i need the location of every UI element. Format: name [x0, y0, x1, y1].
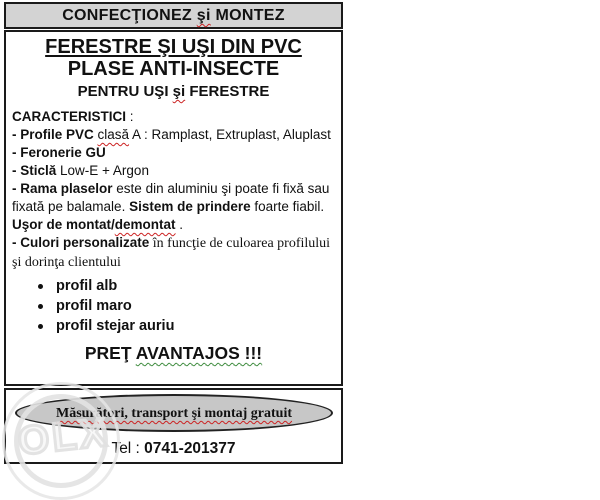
header-banner [4, 2, 343, 29]
header-text-post: MONTEZ [210, 7, 285, 24]
feature-rama-label: - Rama plaselor [12, 181, 113, 196]
feature-rama [12, 180, 335, 234]
profile-color-list [12, 276, 335, 336]
phone-label: Tel : [111, 440, 145, 457]
olx-watermark-logo-icon: OLX [15, 410, 112, 464]
phone-number: 0741-201377 [144, 440, 236, 457]
header-text-pre: CONFECŢIONEZ [62, 7, 197, 24]
ad-body [4, 30, 343, 386]
list-item-label: profil alb [56, 278, 118, 294]
feature-culori-text: în funcţie de culoarea profilului şi dorinţa clientului [12, 236, 331, 270]
features-heading-colon: : [126, 109, 134, 124]
feature-culori-label: - Culori personalizate [12, 235, 150, 250]
list-item [12, 296, 335, 316]
list-item-label: profil stejar auriu [56, 318, 175, 334]
title-subtitle [12, 83, 335, 100]
free-services-ellipse [15, 394, 333, 432]
feature-rama-text3: . [175, 217, 184, 232]
feature-sticla [12, 162, 335, 180]
price-slogan [12, 342, 335, 364]
ad-footer [4, 388, 343, 464]
features-heading [12, 108, 335, 126]
features-section [12, 108, 335, 272]
subtitle-post: FERESTRE [185, 83, 270, 100]
feature-sticla-label: - Sticlă [12, 163, 57, 178]
feature-profile [12, 126, 335, 144]
subtitle-misspelled: şi [172, 83, 186, 100]
header-text-misspelled: şi [196, 7, 211, 24]
feature-rama-misspelled: demontat [114, 217, 176, 232]
feature-feronerie [12, 144, 335, 162]
price-slogan-underlined: AVANTAJOS !!! [135, 343, 263, 363]
title-secondary: PLASE ANTI-INSECTE [67, 58, 280, 80]
features-heading-label: CARACTERISTICI [12, 109, 126, 124]
feature-sticla-text: Low-E + Argon [56, 163, 149, 178]
feature-rama-label3: Uşor de montat/ [12, 217, 115, 232]
free-services-text: Măsurători, transport şi montaj gratuit [55, 406, 293, 421]
subtitle-pre: PENTRU UŞI [77, 83, 173, 100]
title-main: FERESTRE ŞI UŞI DIN PVC [45, 36, 302, 58]
feature-profile-misspelled: clasă [97, 127, 130, 142]
list-item-label: profil maro [56, 298, 132, 314]
price-slogan-pre: PREŢ [84, 343, 136, 363]
feature-rama-label2: Sistem de prindere [129, 199, 251, 214]
phone-line [6, 440, 341, 458]
feature-profile-label: - Profile PVC [12, 127, 98, 142]
bullet-dot-icon [38, 284, 43, 289]
feature-rama-text2: foarte fiabil. [250, 199, 325, 214]
classified-ad [4, 2, 343, 464]
feature-feronerie-label: - Feronerie GU [12, 145, 106, 160]
list-item [12, 276, 335, 296]
list-item [12, 316, 335, 336]
bullet-dot-icon [38, 304, 43, 309]
feature-rama-text1: este din aluminiu şi poate fi fixă sau fixată pe balamale. [12, 181, 330, 214]
bullet-dot-icon [38, 324, 43, 329]
feature-culori [12, 234, 335, 272]
feature-profile-text: A : Ramplast, Extruplast, Aluplast [129, 127, 331, 142]
